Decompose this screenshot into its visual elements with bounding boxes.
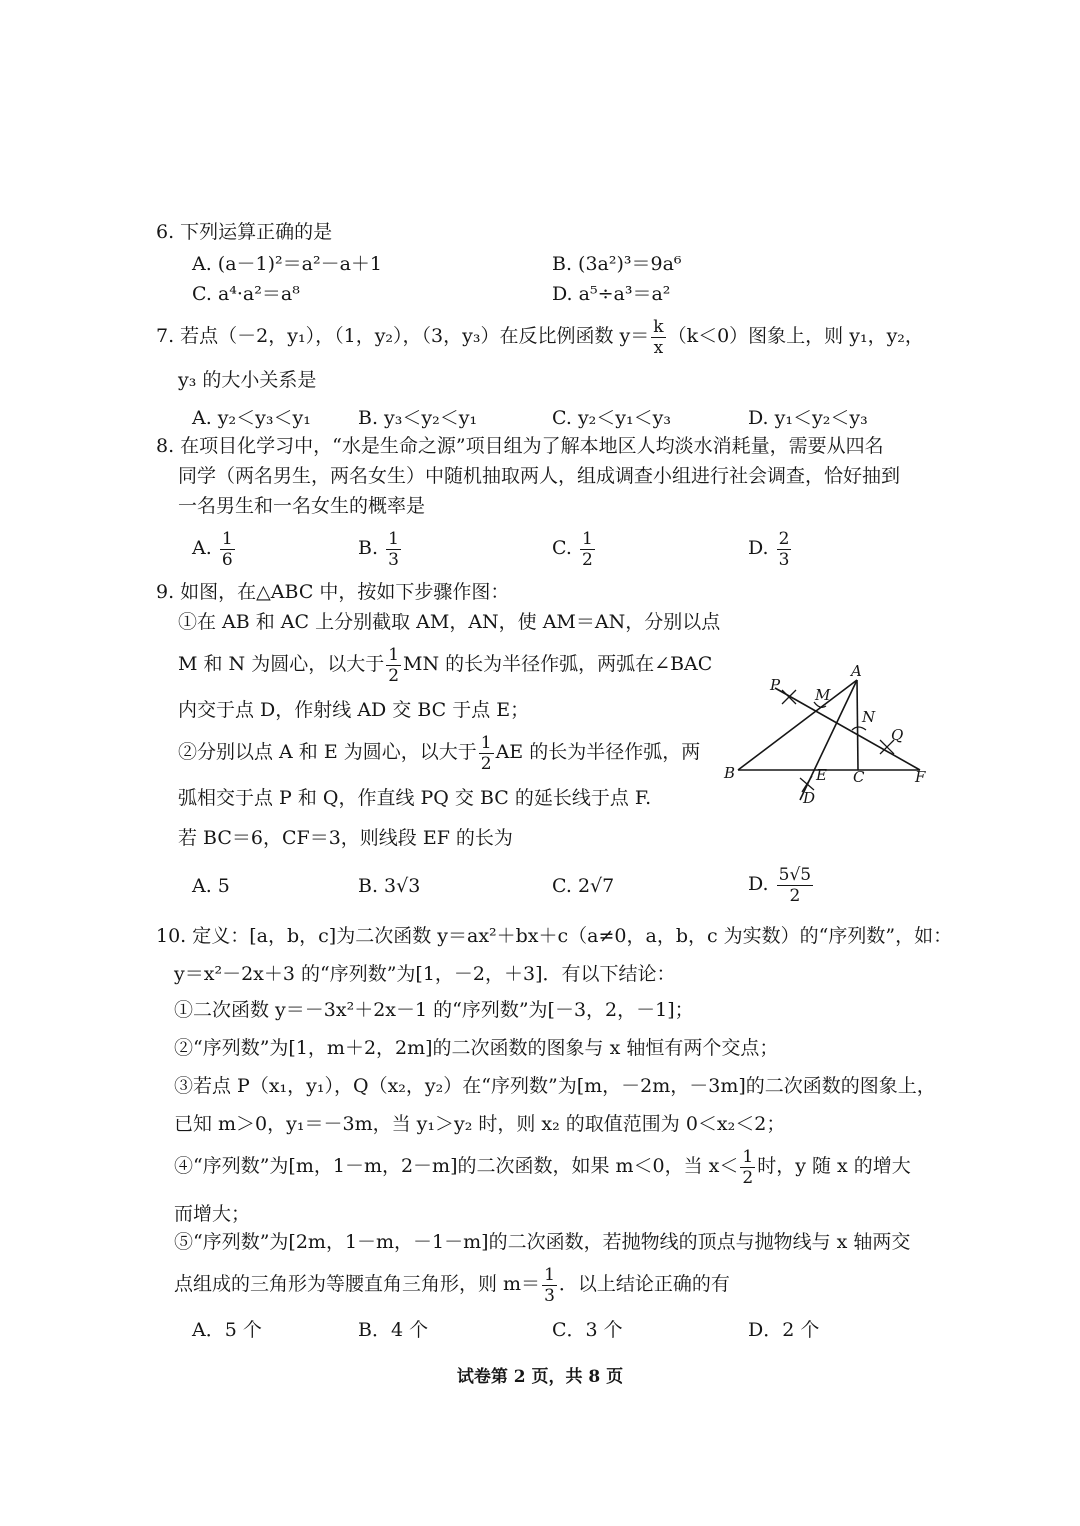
q9-line3-numerator: 1: [388, 644, 400, 665]
q10-line7-part2: 时，y 随 x 的增大: [757, 1155, 911, 1177]
q10-line10-part1: 点组成的三角形为等腰直角三角形，则 m＝: [174, 1273, 541, 1295]
q9-line3-fraction: [386, 645, 401, 686]
q8-option-c: [552, 526, 597, 570]
q9-stem-line2: ①在 AB 和 AC 上分别截取 AM，AN，使 AM＝AN，分别以点: [178, 611, 721, 633]
q7-stem-line1: [156, 314, 924, 358]
q9-option-d-label: D.: [748, 873, 769, 895]
q8-option-b-fraction: [386, 529, 401, 570]
q9-option-d-numerator: 5√5: [778, 864, 812, 885]
arc-mark-n: [852, 727, 866, 730]
q9-option-a: A. 5: [192, 875, 230, 897]
q9-stem-line4: 内交于点 D，作射线 AD 交 BC 于点 E；: [178, 699, 530, 721]
q8-option-b: [358, 526, 403, 570]
q6-option-c: C. a⁴·a²＝a⁸: [192, 283, 300, 305]
q9-line5-numerator: 1: [480, 732, 492, 753]
q9-option-d: [748, 862, 815, 906]
q9-option-c: C. 2√7: [552, 875, 615, 897]
q8-stem-line3: 一名男生和一名女生的概率是: [178, 495, 426, 517]
arc-mark-p: [782, 690, 796, 704]
q8-option-b-label: B.: [358, 537, 379, 559]
q10-conclusion-4-cont: 而增大；: [174, 1203, 251, 1225]
page-footer: 试卷第 2 页，共 8 页: [456, 1367, 624, 1387]
label-d: D: [803, 789, 816, 807]
q10-option-b: B．4 个: [358, 1319, 429, 1341]
q7-fraction-numerator: k: [653, 316, 664, 337]
q10-conclusion-2: ②“序列数”为[1，m＋2，2m]的二次函数的图象与 x 轴恒有两个交点；: [174, 1037, 779, 1059]
q9-stem-line6: 弧相交于点 P 和 Q，作直线 PQ 交 BC 的延长线于点 F.: [178, 787, 652, 809]
q10-conclusion-1: ①二次函数 y＝－3x²＋2x－1 的“序列数”为[－3，2，－1]；: [174, 999, 694, 1021]
q8-option-a-numerator: 1: [221, 528, 233, 549]
q10-line10-part2: ．以上结论正确的有: [558, 1273, 730, 1295]
q10-stem-line1: 10. 定义：[a，b，c]为二次函数 y＝ax²＋bx＋c（a≠0，a，b，c 为实数）的“序列数”，如：: [156, 925, 953, 947]
q9-line5-part2: AE 的长为半径作弧，两: [495, 741, 701, 763]
label-a: A: [851, 662, 862, 680]
q8-option-d-numerator: 2: [778, 528, 790, 549]
q10-conclusion-5: ⑤“序列数”为[2m，1－m，－1－m]的二次函数，若抛物线的顶点与抛物线与 x 轴两交: [174, 1231, 911, 1253]
q8-option-c-fraction: [580, 529, 595, 570]
q10-stem-line2: y＝x²－2x＋3 的“序列数”为[1，－2，＋3]．有以下结论：: [174, 963, 676, 985]
q6-option-b: B. (3a²)³＝9a⁶: [552, 253, 682, 275]
q10-line7-fraction: [740, 1147, 755, 1188]
q7-stem-part1: 7. 若点（－2，y₁），（1，y₂），（3，y₃）在反比例函数 y＝: [156, 325, 650, 347]
q8-option-a-denominator: 6: [221, 549, 233, 570]
q8-option-d-denominator: 3: [778, 549, 790, 570]
q9-line5-part1: ②分别以点 A 和 E 为圆心，以大于: [178, 741, 477, 763]
q7-option-c: C. y₂＜y₁＜y₃: [552, 407, 671, 429]
q9-line3-denominator: 2: [388, 665, 400, 686]
q9-option-b: B. 3√3: [358, 875, 421, 897]
label-n: N: [862, 708, 876, 726]
q8-option-d-fraction: [777, 529, 792, 570]
q8-option-b-denominator: 3: [388, 549, 399, 570]
q8-stem-line2: 同学（两名男生，两名女生）中随机抽取两人，组成调查小组进行社会调查，恰好抽到: [178, 465, 901, 487]
label-m: M: [815, 686, 831, 704]
q6-stem: 6. 下列运算正确的是: [156, 221, 333, 243]
q9-stem-line3: [178, 642, 712, 686]
q9-stem-line7: 若 BC＝6，CF＝3，则线段 EF 的长为: [178, 827, 513, 849]
q10-line10-denominator: 3: [544, 1285, 555, 1306]
q9-line3-part1: M 和 N 为圆心，以大于: [178, 653, 385, 675]
q10-conclusion-3: ③若点 P（x₁，y₁），Q（x₂，y₂）在“序列数”为[m，－2m，－3m]的二次函数的图象上，: [174, 1075, 936, 1097]
label-e: E: [816, 766, 827, 784]
q8-option-c-denominator: 2: [581, 549, 593, 570]
q10-conclusion-3-cont: 已知 m＞0，y₁＝－3m，当 y₁＞y₂ 时，则 x₂ 的取值范围为 0＜x₂＜2；: [174, 1113, 786, 1135]
q8-option-c-numerator: 1: [581, 528, 593, 549]
q9-line5-denominator: 2: [480, 753, 492, 774]
q10-conclusion-4: [174, 1144, 911, 1188]
q7-stem-line2: y₃ 的大小关系是: [178, 369, 317, 391]
q8-option-b-numerator: 1: [388, 528, 399, 549]
q8-option-a-label: A.: [192, 537, 212, 559]
q8-option-c-label: C.: [552, 537, 572, 559]
q9-line5-fraction: [479, 733, 494, 774]
q7-option-d: D. y₁＜y₂＜y₃: [748, 407, 868, 429]
q10-option-d: D．2 个: [748, 1319, 820, 1341]
q9-option-d-fraction: [777, 865, 813, 906]
q7-option-b: B. y₃＜y₂＜y₁: [358, 407, 478, 429]
label-f: F: [915, 768, 926, 786]
segment-ac: [857, 680, 858, 770]
q9-line3-part2: MN 的长为半径作弧，两弧在∠BAC: [403, 653, 713, 675]
q8-option-d: [748, 526, 793, 570]
q8-option-a: [192, 526, 237, 570]
q7-option-a: A. y₂＜y₃＜y₁: [192, 407, 311, 429]
q10-option-a: A．5 个: [192, 1319, 262, 1341]
q9-option-d-denominator: 2: [789, 885, 801, 906]
q8-option-a-fraction: [220, 529, 235, 570]
label-b: B: [724, 764, 736, 782]
q7-fraction: [651, 317, 665, 358]
q10-line10-fraction: [542, 1265, 557, 1306]
q10-conclusion-5-cont: [174, 1262, 730, 1306]
q10-option-c: C．3 个: [552, 1319, 623, 1341]
q8-stem-line1: 8. 在项目化学习中，“水是生命之源”项目组为了解本地区人均淡水消耗量，需要从四名: [156, 435, 884, 457]
q10-line10-numerator: 1: [544, 1264, 555, 1285]
q7-fraction-denominator: x: [653, 337, 664, 358]
q7-stem-part2: （k＜0）图象上，则 y₁，y₂，: [667, 325, 924, 347]
q9-stem-line1: 9. 如图，在△ABC 中，按如下步骤作图：: [156, 581, 510, 603]
q10-line7-part1: ④“序列数”为[m，1－m，2－m]的二次函数，如果 m＜0，当 x＜: [174, 1155, 739, 1177]
q9-stem-line5: [178, 730, 700, 774]
label-q: Q: [891, 726, 904, 744]
q8-option-d-label: D.: [748, 537, 769, 559]
q9-geometry-figure: [720, 660, 935, 810]
q10-line7-numerator: 1: [742, 1146, 754, 1167]
q6-option-d: D. a⁵÷a³＝a²: [552, 283, 671, 305]
q10-line7-denominator: 2: [742, 1167, 754, 1188]
label-c: C: [853, 768, 865, 786]
q6-option-a: A. (a－1)²＝a²－a＋1: [192, 253, 383, 275]
label-p: P: [770, 676, 781, 694]
